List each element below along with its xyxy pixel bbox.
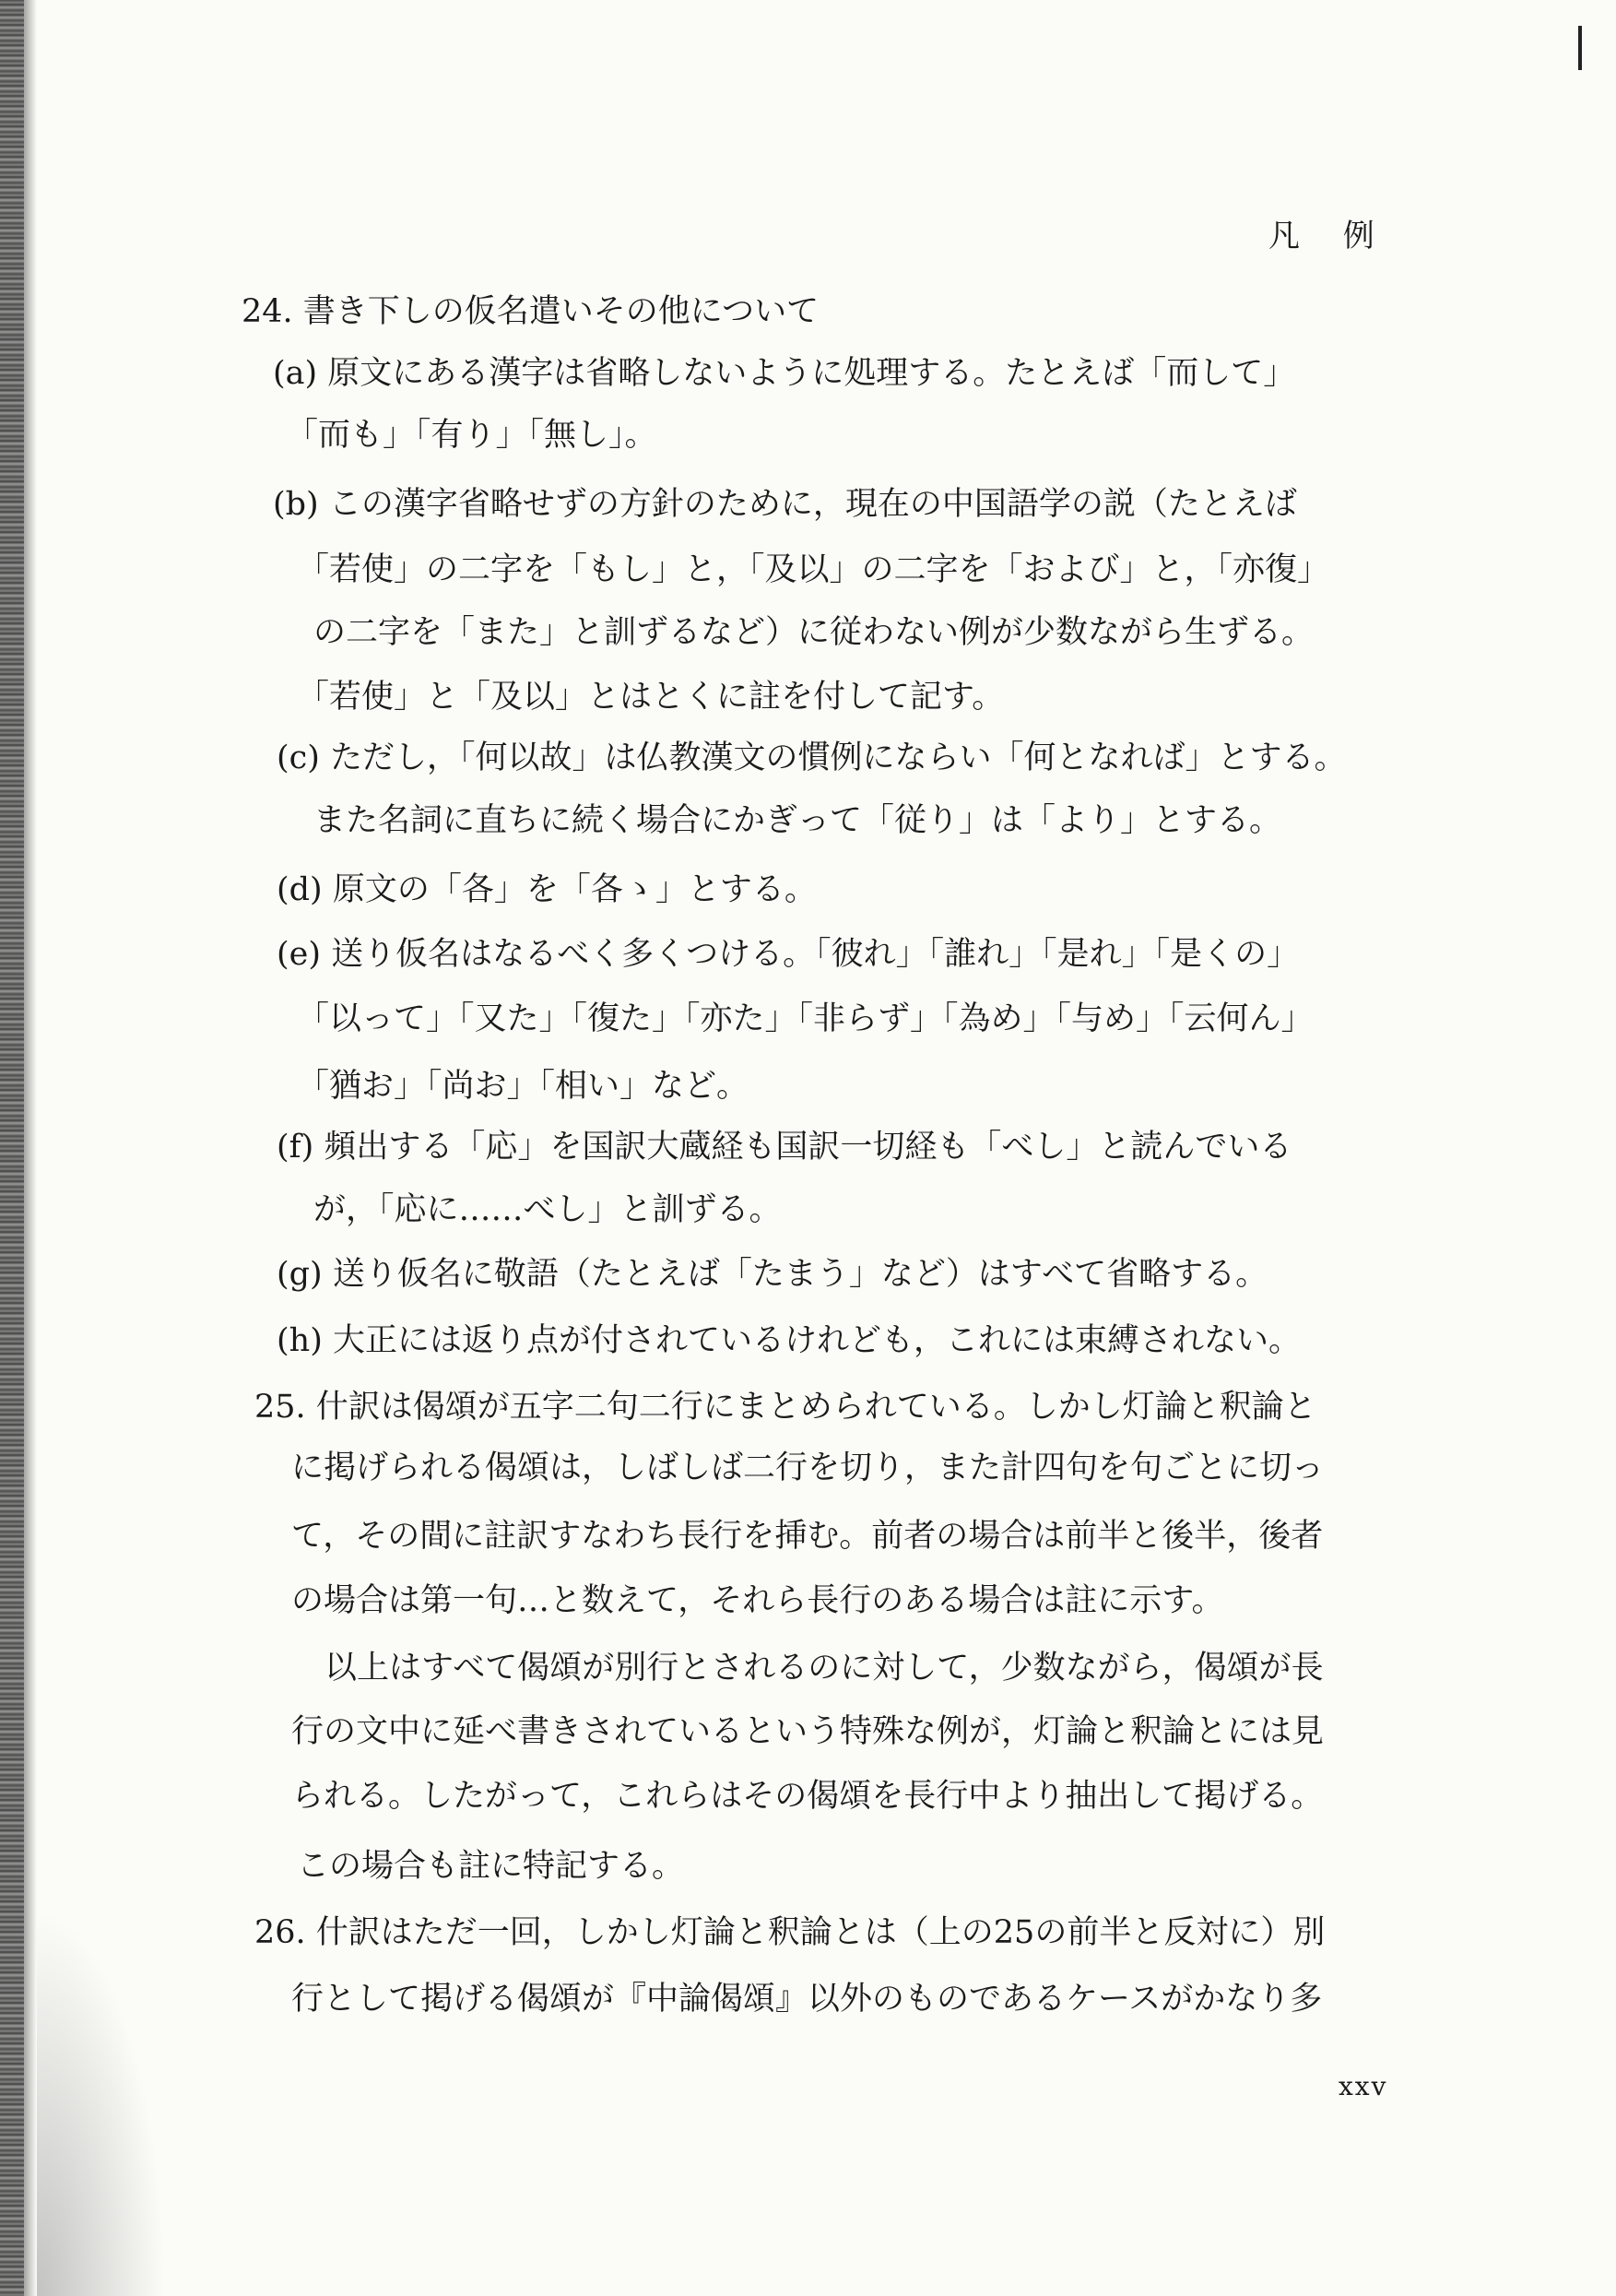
text-line: (f) 頻出する「応」を国訳大蔵経も国訳一切経も「べし」と読んでいる <box>277 1129 1292 1166</box>
text-line: 24. 書き下しの仮名遣いその他について <box>242 293 820 330</box>
text-line: (d) 原文の「各」を「各ゝ」とする。 <box>277 871 817 908</box>
running-header: 凡 例 <box>1268 218 1391 254</box>
text-line: 行の文中に延べ書きされているという特殊な例が，灯論と釈論とには見 <box>291 1713 1325 1750</box>
text-line: (c) ただし，「何以故」は仏教漢文の慣例にならい「何となれば」とする。 <box>277 740 1347 776</box>
text-line: この場合も註に特記する。 <box>297 1848 685 1885</box>
text-line: 「以って」「又た」「復た」「亦た」「非らず」「為め」「与め」「云何ん」 <box>297 1000 1314 1037</box>
text-line: られる。したがって，これらはその偈頌を長行中より抽出して掲げる。 <box>291 1778 1324 1815</box>
text-line: (e) 送り仮名はなるべく多くつける。「彼れ」「誰れ」「是れ」「是くの」 <box>277 936 1300 973</box>
text-line: 行として掲げる偈頌が『中論偈頌』以外のものであるケースがかなり多 <box>291 1981 1323 2018</box>
text-line: 25. 什訳は偈頌が五字二句二行にまとめられている。しかし灯論と釈論と <box>254 1389 1316 1426</box>
text-line: 「若使」の二字を「もし」と，「及以」の二字を「および」と，「亦復」 <box>297 551 1330 588</box>
text-line: (h) 大正には返り点が付されているけれども，これには束縛されない。 <box>277 1322 1301 1359</box>
text-line: 「若使」と「及以」とはとくに註を付して記す。 <box>297 679 1005 716</box>
text-line: 「而も」「有り」「無し」。 <box>286 417 657 454</box>
scan-corner-noise <box>37 1909 166 2296</box>
text-line: の二字を「また」と訓ずるなど）に従わない例が少数ながら生ずる。 <box>313 614 1315 651</box>
text-line: の場合は第一句…と数えて，それら長行のある場合は註に示す。 <box>291 1582 1224 1619</box>
text-line: (a) 原文にある漢字は省略しないように処理する。たとえば「而して」 <box>273 355 1296 392</box>
text-line: (b) この漢字省略せずの方針のために，現在の中国語学の説（たとえば <box>273 486 1297 523</box>
text-line: (g) 送り仮名に敬語（たとえば「たまう」など）はすべて省略する。 <box>277 1256 1268 1293</box>
text-line: 26. 什訳はただ一回，しかし灯論と釈論とは（上の25の前半と反対に）別 <box>254 1914 1326 1951</box>
text-line: 「猶お」「尚お」「相い」など。 <box>297 1068 749 1105</box>
scan-edge-shadow <box>0 0 24 2296</box>
text-line: また名詞に直ちに続く場合にかぎって「従り」は「より」とする。 <box>313 802 1282 839</box>
text-line: が，「応に……べし」と訓ずる。 <box>313 1191 782 1228</box>
text-line: に掲げられる偈頌は，しばしば二行を切り，また計四句を句ごとに切っ <box>291 1450 1325 1486</box>
scan-tick-mark <box>1578 26 1582 70</box>
page-number: xxv <box>1339 2071 1388 2101</box>
scan-edge-gradient <box>24 0 37 2296</box>
text-line: 以上はすべて偈頌が別行とされるのに対して，少数ながら，偈頌が長 <box>324 1650 1324 1686</box>
text-line: て，その間に註訳すなわち長行を挿む。前者の場合は前半と後半，後者 <box>291 1518 1324 1555</box>
